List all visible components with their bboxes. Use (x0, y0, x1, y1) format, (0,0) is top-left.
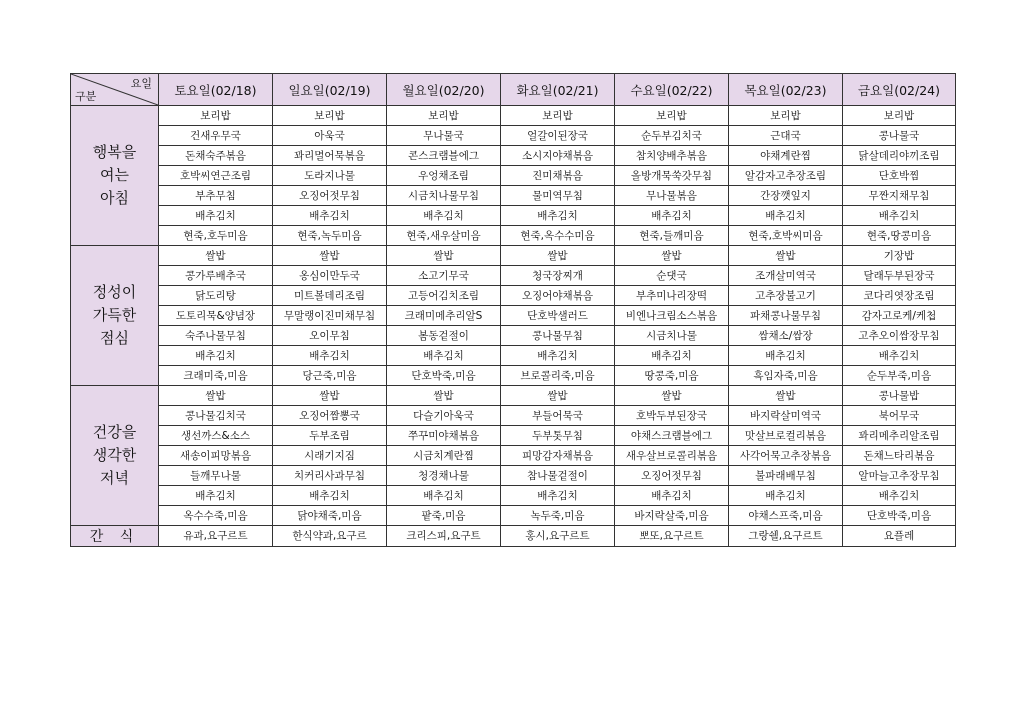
meal-label-line: 가득한 (92, 306, 137, 324)
menu-item-cell: 배추김치 (843, 206, 956, 226)
menu-item-cell: 맛살브로컬리볶음 (729, 426, 843, 446)
menu-item-cell: 보리밥 (273, 106, 387, 126)
porridge-cell: 닭야채죽,미음 (273, 506, 387, 526)
menu-item-cell: 비엔나크림소스볶음 (615, 306, 729, 326)
menu-item-cell: 시금치계란찜 (387, 446, 501, 466)
menu-item-cell: 두부톳무침 (501, 426, 615, 446)
porridge-cell: 현죽,호박씨미음 (729, 226, 843, 246)
menu-item-cell: 무나물국 (387, 126, 501, 146)
porridge-cell: 현죽,땅콩미음 (843, 226, 956, 246)
menu-item-cell: 오징어젓무침 (273, 186, 387, 206)
corner-day-label: 요일 (130, 77, 152, 90)
day-header: 목요일(02/23) (729, 74, 843, 106)
porridge-cell: 현죽,녹두미음 (273, 226, 387, 246)
menu-item-cell: 보리밥 (729, 106, 843, 126)
menu-item-cell: 야채계란찜 (729, 146, 843, 166)
menu-item-cell: 생선까스&소스 (159, 426, 273, 446)
meal-label-line: 여는 (100, 166, 129, 184)
menu-item-cell: 배추김치 (387, 486, 501, 506)
menu-item-cell: 감자고로케/케첩 (843, 306, 956, 326)
porridge-cell: 현죽,새우살미음 (387, 226, 501, 246)
menu-item-cell: 쌀밥 (729, 246, 843, 266)
breakfast-row (71, 206, 956, 226)
breakfast-row (71, 186, 956, 206)
menu-item-cell: 배추김치 (729, 486, 843, 506)
menu-item-cell: 배추김치 (843, 346, 956, 366)
menu-item-cell: 들깨무나물 (159, 466, 273, 486)
menu-item-cell: 달래두부된장국 (843, 266, 956, 286)
menu-item-cell: 물미역무침 (501, 186, 615, 206)
menu-item-cell: 코다리엿장조림 (843, 286, 956, 306)
porridge-cell: 팥죽,미음 (387, 506, 501, 526)
menu-item-cell: 배추김치 (501, 206, 615, 226)
menu-item-cell: 배추김치 (273, 206, 387, 226)
menu-item-cell: 단호박찜 (843, 166, 956, 186)
menu-item-cell: 오이무침 (273, 326, 387, 346)
menu-item-cell: 무말랭이진미채무침 (273, 306, 387, 326)
menu-item-cell: 얼갈이된장국 (501, 126, 615, 146)
menu-item-cell: 오징어젓무침 (615, 466, 729, 486)
porridge-cell: 단호박죽,미음 (387, 366, 501, 386)
menu-item-cell: 콩가루배추국 (159, 266, 273, 286)
menu-item-cell: 배추김치 (501, 486, 615, 506)
menu-item-cell: 시금치나물무침 (387, 186, 501, 206)
menu-item-cell: 오징어짬뽕국 (273, 406, 387, 426)
menu-item-cell: 쭈꾸미야채볶음 (387, 426, 501, 446)
porridge-cell: 단호박죽,미음 (843, 506, 956, 526)
day-header: 화요일(02/21) (501, 74, 615, 106)
menu-item-cell: 배추김치 (273, 346, 387, 366)
porridge-cell: 당근죽,미음 (273, 366, 387, 386)
corner-category-label: 구분 (75, 90, 97, 103)
menu-item-cell: 숙주나물무침 (159, 326, 273, 346)
lunch-row (71, 286, 956, 306)
menu-item-cell: 소고기무국 (387, 266, 501, 286)
menu-item-cell: 보리밥 (843, 106, 956, 126)
porridge-cell: 순두부죽,미음 (843, 366, 956, 386)
menu-item-cell: 쌀밥 (501, 246, 615, 266)
menu-item-cell: 올방개묵쑥갓무침 (615, 166, 729, 186)
menu-item-cell: 쌀밥 (387, 386, 501, 406)
menu-item-cell: 꽈리멸어묵볶음 (273, 146, 387, 166)
menu-item-cell: 호박두부된장국 (615, 406, 729, 426)
menu-item-cell: 배추김치 (387, 206, 501, 226)
menu-item-cell: 쌀밥 (615, 386, 729, 406)
menu-item-cell: 참치양배추볶음 (615, 146, 729, 166)
menu-item-cell: 부추미나리장떡 (615, 286, 729, 306)
menu-item-cell: 순댓국 (615, 266, 729, 286)
meal-label-line: 생각한 (92, 446, 137, 464)
menu-item-cell: 고등어김치조림 (387, 286, 501, 306)
menu-item-cell: 봄동겉절이 (387, 326, 501, 346)
snack-cell: 요플레 (843, 526, 956, 547)
menu-item-cell: 배추김치 (615, 206, 729, 226)
menu-item-cell: 근대국 (729, 126, 843, 146)
menu-item-cell: 콩나물김치국 (159, 406, 273, 426)
menu-item-cell: 콩나물국 (843, 126, 956, 146)
menu-item-cell: 배추김치 (615, 486, 729, 506)
menu-item-cell: 돈채숙주볶음 (159, 146, 273, 166)
menu-item-cell: 돈채느타리볶음 (843, 446, 956, 466)
menu-item-cell: 알감자고추장조림 (729, 166, 843, 186)
menu-item-cell: 소시지야채볶음 (501, 146, 615, 166)
porridge-cell: 옥수수죽,미음 (159, 506, 273, 526)
day-header: 수요일(02/22) (615, 74, 729, 106)
porridge-cell: 브로콜리죽,미음 (501, 366, 615, 386)
menu-item-cell: 바지락살미역국 (729, 406, 843, 426)
menu-item-cell: 무나물볶음 (615, 186, 729, 206)
snack-cell: 홍시,요구르트 (501, 526, 615, 547)
menu-item-cell: 새우살브로콜리볶음 (615, 446, 729, 466)
menu-item-cell: 배추김치 (159, 346, 273, 366)
porridge-cell: 녹두죽,미음 (501, 506, 615, 526)
menu-item-cell: 쌀밥 (387, 246, 501, 266)
menu-item-cell: 야채스크램블에그 (615, 426, 729, 446)
breakfast-porridge-row (71, 226, 956, 246)
menu-item-cell: 고추장불고기 (729, 286, 843, 306)
corner-header-cell (71, 74, 159, 106)
menu-item-cell: 알마늘고추장무침 (843, 466, 956, 486)
menu-item-cell: 도토리묵&양념장 (159, 306, 273, 326)
menu-item-cell: 진미채볶음 (501, 166, 615, 186)
menu-item-cell: 북어무국 (843, 406, 956, 426)
lunch-row (71, 246, 956, 266)
menu-item-cell: 단호박샐러드 (501, 306, 615, 326)
menu-item-cell: 배추김치 (729, 206, 843, 226)
menu-item-cell: 순두부김치국 (615, 126, 729, 146)
breakfast-row (71, 106, 956, 126)
menu-item-cell: 부추무침 (159, 186, 273, 206)
meal-label-line: 행복을 (92, 143, 137, 161)
dinner-row (71, 386, 956, 406)
menu-item-cell: 쌀밥 (615, 246, 729, 266)
breakfast-label (71, 106, 159, 246)
dinner-row (71, 406, 956, 426)
lunch-row (71, 306, 956, 326)
menu-item-cell: 콘스크램블에그 (387, 146, 501, 166)
menu-item-cell: 치커리사과무침 (273, 466, 387, 486)
menu-item-cell: 배추김치 (501, 346, 615, 366)
porridge-cell: 흑임자죽,미음 (729, 366, 843, 386)
day-header: 토요일(02/18) (159, 74, 273, 106)
dinner-label (71, 386, 159, 526)
lunch-porridge-row (71, 366, 956, 386)
menu-item-cell: 배추김치 (159, 206, 273, 226)
menu-item-cell: 간장깻잎지 (729, 186, 843, 206)
meal-label-line: 저녁 (100, 469, 129, 487)
menu-item-cell: 쌀밥 (273, 246, 387, 266)
breakfast-row (71, 166, 956, 186)
menu-item-cell: 아욱국 (273, 126, 387, 146)
menu-item-cell: 시래기지짐 (273, 446, 387, 466)
snack-cell: 뽀또,요구르트 (615, 526, 729, 547)
snack-cell: 한식약과,요구르 (273, 526, 387, 547)
dinner-row (71, 486, 956, 506)
menu-item-cell: 고추오이쌈장무침 (843, 326, 956, 346)
header-row (71, 74, 956, 106)
menu-item-cell: 보리밥 (615, 106, 729, 126)
porridge-cell: 땅콩죽,미음 (615, 366, 729, 386)
snack-cell: 유과,요구르트 (159, 526, 273, 547)
menu-item-cell: 크래미메추리알S (387, 306, 501, 326)
menu-item-cell: 파채콩나물무침 (729, 306, 843, 326)
porridge-cell: 야채스프죽,미음 (729, 506, 843, 526)
menu-item-cell: 두부조림 (273, 426, 387, 446)
meal-label-line: 정성이 (92, 283, 137, 301)
menu-item-cell: 꽈리메추리알조림 (843, 426, 956, 446)
breakfast-row (71, 126, 956, 146)
menu-item-cell: 미트볼데리조림 (273, 286, 387, 306)
menu-body (71, 106, 956, 547)
lunch-row (71, 326, 956, 346)
snack-label: 간 식 (71, 526, 159, 547)
menu-item-cell: 조개살미역국 (729, 266, 843, 286)
menu-item-cell: 배추김치 (843, 486, 956, 506)
breakfast-row (71, 146, 956, 166)
menu-item-cell: 도라지나물 (273, 166, 387, 186)
snack-cell: 그랑쉘,요구르트 (729, 526, 843, 547)
meal-label-line: 점심 (100, 329, 129, 347)
menu-item-cell: 청국장찌개 (501, 266, 615, 286)
lunch-row (71, 346, 956, 366)
porridge-cell: 현죽,호두미음 (159, 226, 273, 246)
menu-item-cell: 쌀밥 (159, 386, 273, 406)
menu-item-cell: 보리밥 (501, 106, 615, 126)
menu-item-cell: 배추김치 (273, 486, 387, 506)
porridge-cell: 현죽,옥수수미음 (501, 226, 615, 246)
menu-item-cell: 콩나물무침 (501, 326, 615, 346)
menu-item-cell: 호박씨연근조림 (159, 166, 273, 186)
menu-item-cell: 쌀밥 (273, 386, 387, 406)
menu-item-cell: 콩나물밥 (843, 386, 956, 406)
menu-item-cell: 쌈채소/쌈장 (729, 326, 843, 346)
menu-item-cell: 배추김치 (387, 346, 501, 366)
menu-item-cell: 새송이피망볶음 (159, 446, 273, 466)
day-header: 금요일(02/24) (843, 74, 956, 106)
menu-item-cell: 배추김치 (729, 346, 843, 366)
menu-item-cell: 쌀밥 (501, 386, 615, 406)
snack-cell: 크리스피,요구트 (387, 526, 501, 547)
lunch-label (71, 246, 159, 386)
menu-item-cell: 우엉채조림 (387, 166, 501, 186)
menu-item-cell: 불파래배무침 (729, 466, 843, 486)
menu-item-cell: 부들어묵국 (501, 406, 615, 426)
menu-item-cell: 시금치나물 (615, 326, 729, 346)
menu-item-cell: 옹심이만두국 (273, 266, 387, 286)
menu-item-cell: 오징어야채볶음 (501, 286, 615, 306)
menu-item-cell: 배추김치 (159, 486, 273, 506)
weekly-menu-table (70, 73, 956, 547)
meal-label-line: 아침 (100, 189, 129, 207)
menu-item-cell: 보리밥 (387, 106, 501, 126)
menu-item-cell: 다슬기아욱국 (387, 406, 501, 426)
meal-label-line: 건강을 (92, 423, 137, 441)
dinner-row (71, 446, 956, 466)
menu-item-cell: 쌀밥 (159, 246, 273, 266)
menu-item-cell: 쌀밥 (729, 386, 843, 406)
menu-item-cell: 기장밥 (843, 246, 956, 266)
dinner-porridge-row (71, 506, 956, 526)
dinner-row (71, 426, 956, 446)
menu-item-cell: 청경채나물 (387, 466, 501, 486)
snack-row (71, 526, 956, 547)
porridge-cell: 바지락살죽,미음 (615, 506, 729, 526)
menu-item-cell: 닭살데리야끼조림 (843, 146, 956, 166)
menu-item-cell: 무짠지채무침 (843, 186, 956, 206)
day-header: 일요일(02/19) (273, 74, 387, 106)
menu-item-cell: 참나물겉절이 (501, 466, 615, 486)
menu-item-cell: 사각어묵고추장볶음 (729, 446, 843, 466)
day-header: 월요일(02/20) (387, 74, 501, 106)
porridge-cell: 크래미죽,미음 (159, 366, 273, 386)
menu-item-cell: 배추김치 (615, 346, 729, 366)
lunch-row (71, 266, 956, 286)
menu-item-cell: 피망감자채볶음 (501, 446, 615, 466)
porridge-cell: 현죽,들깨미음 (615, 226, 729, 246)
menu-item-cell: 닭도리탕 (159, 286, 273, 306)
menu-item-cell: 보리밥 (159, 106, 273, 126)
menu-item-cell: 건새우무국 (159, 126, 273, 146)
dinner-row (71, 466, 956, 486)
